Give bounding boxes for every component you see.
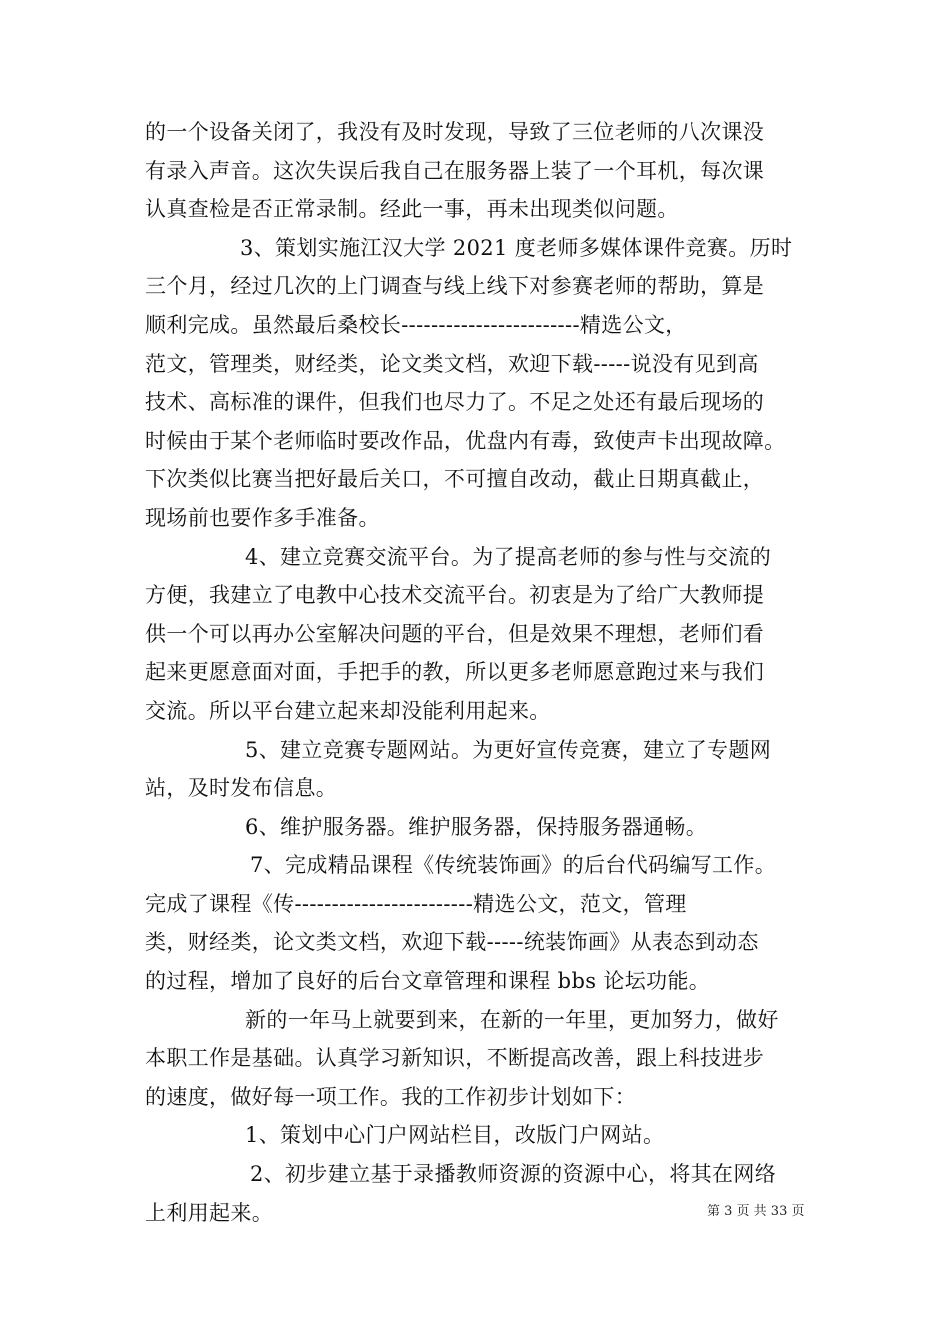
text-line: 新的一年马上就要到来，在新的一年里，更加努力，做好 [245,1007,779,1032]
text-line: 三个月，经过几次的上门调查与线上线下对参赛老师的帮助，算是 [145,274,765,299]
text-line: 完成了课程《传------------------------精选公文，范文，管理 [145,891,687,916]
text-line: 上利用起来。 [145,1200,274,1225]
text-line: 有录入声音。这次失误后我自己在服务器上装了一个耳机，每次课 [145,158,765,183]
text-line: 站，及时发布信息。 [145,776,338,801]
text-line: 7、完成精品课程《传统装饰画》的后台代码编写工作。 [250,853,777,878]
text-line: 1、策划中心门户网站栏目，改版门户网站。 [245,1123,665,1148]
text-line: 技术、高标准的课件，但我们也尽力了。不足之处还有最后现场的 [145,390,765,415]
text-line: 范文，管理类，财经类，论文类文档，欢迎下载-----说没有见到高 [145,351,759,376]
text-line: 的一个设备关闭了，我没有及时发现，导致了三位老师的八次课没 [145,120,765,144]
text-line: 供一个可以再办公室解决问题的平台，但是效果不理想，老师们看 [145,621,765,646]
text-line: 时候由于某个老师临时要改作品，优盘内有毒，致使声卡出现故障。 [145,428,786,453]
text-line: 2、初步建立基于录播教师资源的资源中心，将其在网络 [250,1162,777,1187]
text-line: 交流。所以平台建立起来却没能利用起来。 [145,698,551,723]
text-line: 顺利完成。虽然最后桑校长------------------------精选公文， [145,312,687,337]
text-line: 本职工作是基础。认真学习新知识，不断提高改善，跟上科技进步 [145,1046,765,1071]
text-line: 类，财经类，论文类文档，欢迎下载-----统装饰画》从表态到动态 [145,930,759,955]
page-number: 第 3 页 共 33 页 [707,1204,805,1219]
text-line: 认真查检是否正常录制。经此一事，再未出现类似问题。 [145,197,679,222]
text-line: 3、策划实施江汉大学 2021 度老师多媒体课件竞赛。历时 [240,235,793,260]
text-line: 下次类似比赛当把好最后关口，不可擅自改动，截止日期真截止， [145,467,765,492]
text-line: 4、建立竞赛交流平台。为了提高老师的参与性与交流的 [245,544,772,569]
body-text [145,113,825,1232]
text-line: 现场前也要作多手准备。 [145,505,380,530]
text-line: 的过程，增加了良好的后台文章管理和课程 bbs 论坛功能。 [145,969,711,994]
text-line: 5、建立竞赛专题网站。为更好宣传竞赛，建立了专题网 [245,737,772,762]
text-line: 的速度，做好每一项工作。我的工作初步计划如下： [145,1084,637,1109]
text-line: 方便，我建立了电教中心技术交流平台。初衷是为了给广大教师提 [145,583,765,608]
text-line: 起来更愿意面对面，手把手的教，所以更多老师愿意跑过来与我们 [145,660,765,685]
text-line: 6、维护服务器。维护服务器，保持服务器通畅。 [245,814,708,839]
